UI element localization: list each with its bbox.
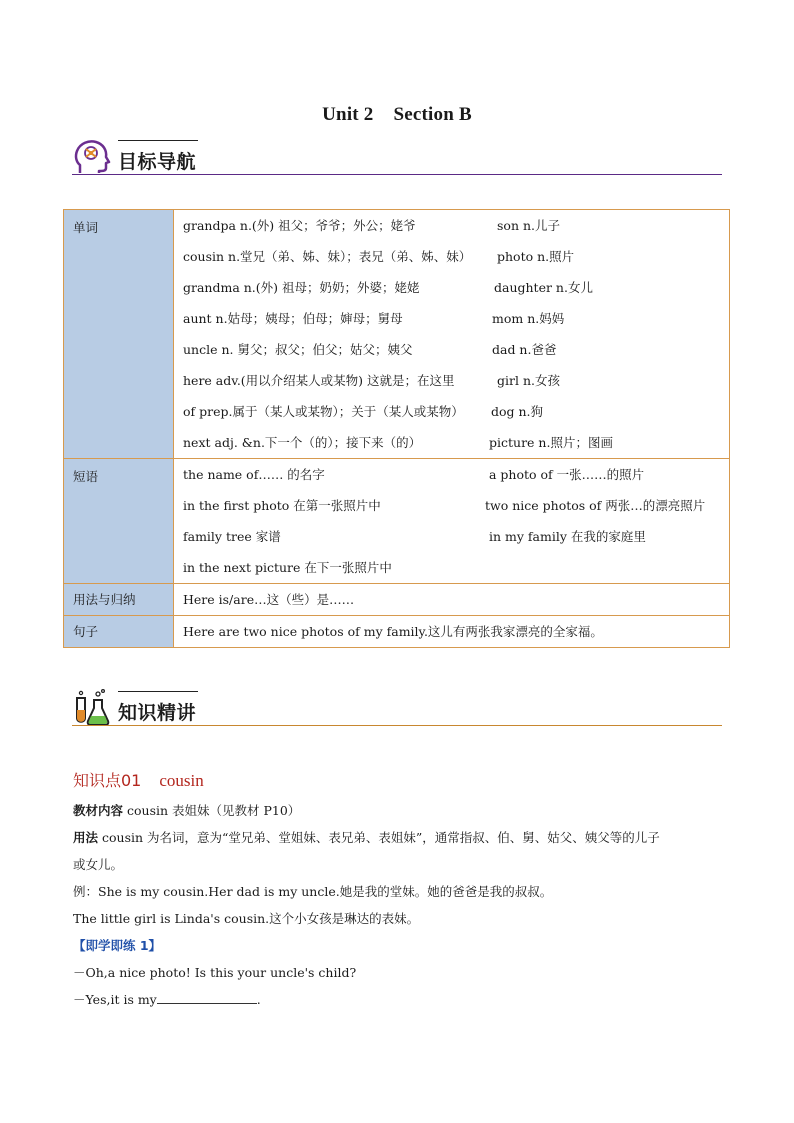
table-row [64, 584, 730, 616]
answer-blank[interactable] [157, 991, 257, 1004]
brain-head-icon [72, 137, 112, 177]
category-cell: 句子 [64, 616, 174, 648]
material-line: 教材内容 cousin 表姐妹（见教材 P10） [73, 803, 301, 818]
list-item: in the first photo 在第一张照片中 two nice photos of 两张…的漂亮照片 [183, 498, 706, 513]
section-divider [72, 174, 722, 175]
example-line: The little girl is Linda's cousin.这个小女孩是琳达的表妹。 [73, 911, 420, 926]
dialog-line: －Oh,a nice photo! Is this your uncle's child? [73, 965, 357, 980]
list-item: here adv.(用以介绍某人或某物) 这就是；在这里 girl n.女孩 [183, 373, 560, 388]
section-title-goals: 目标导航 [118, 151, 197, 173]
dialog-line: －Yes,it is my . [73, 992, 261, 1007]
category-cell: 用法与归纳 [64, 584, 174, 616]
list-item: next adj. &n.下一个（的）；接下来（的） picture n.照片；图画 [183, 435, 613, 450]
list-item: the name of…… 的名字 a photo of 一张……的照片 [183, 467, 645, 482]
table-row [64, 459, 730, 584]
usage-line-2: 或女儿。 [73, 857, 124, 872]
knowledge-point-title: 知识点01 cousin [73, 771, 204, 790]
phrases-cell [174, 459, 730, 584]
usage-cell: Here is/are…这（些）是…… [174, 584, 730, 616]
header-overline [118, 691, 198, 692]
list-item: of prep.属于（某人或某物）；关于（某人或某物） dog n.狗 [183, 404, 544, 419]
section-divider [72, 725, 722, 726]
table-row [64, 210, 730, 459]
practice-label: 【即学即练 1】 [73, 938, 162, 953]
usage-line: 用法 cousin 为名词，意为“堂兄弟、堂姐妹、表兄弟、表姐妹”，通常指叔、伯、舅、姑父、姨父等的儿子 [73, 830, 660, 845]
lab-flask-icon [72, 688, 112, 728]
category-cell: 短语 [64, 459, 174, 584]
section-title-knowledge: 知识精讲 [118, 702, 197, 724]
header-overline [118, 140, 198, 141]
list-item: aunt n.姑母；姨母；伯母；婶母；舅母 mom n.妈妈 [183, 311, 565, 326]
vocab-table [63, 209, 730, 648]
list-item: family tree 家谱 in my family 在我的家庭里 [183, 529, 646, 544]
sentence-cell: Here are two nice photos of my family.这儿有两张我家漂亮的全家福。 [174, 616, 730, 648]
words-cell [174, 210, 730, 459]
list-item: in the next picture 在下一张照片中 [183, 560, 392, 575]
unit-label: Unit 2 [322, 104, 374, 125]
list-item: grandpa n.(外) 祖父；爷爷；外公；姥爷 son n.儿子 [183, 218, 560, 233]
list-item: grandma n.(外) 祖母；奶奶；外婆；姥姥 daughter n.女儿 [183, 280, 593, 295]
section-label: Section B [393, 104, 472, 125]
list-item: uncle n. 舅父；叔父；伯父；姑父；姨父 dad n.爸爸 [183, 342, 557, 357]
category-cell: 单词 [64, 210, 174, 459]
table-row [64, 616, 730, 648]
example-line: 例：She is my cousin.Her dad is my uncle.她是我的堂妹。她的爸爸是我的叔叔。 [73, 884, 553, 899]
list-item: cousin n.堂兄（弟、姊、妹）；表兄（弟、姊、妹） photo n.照片 [183, 249, 575, 264]
page-title [0, 104, 794, 126]
